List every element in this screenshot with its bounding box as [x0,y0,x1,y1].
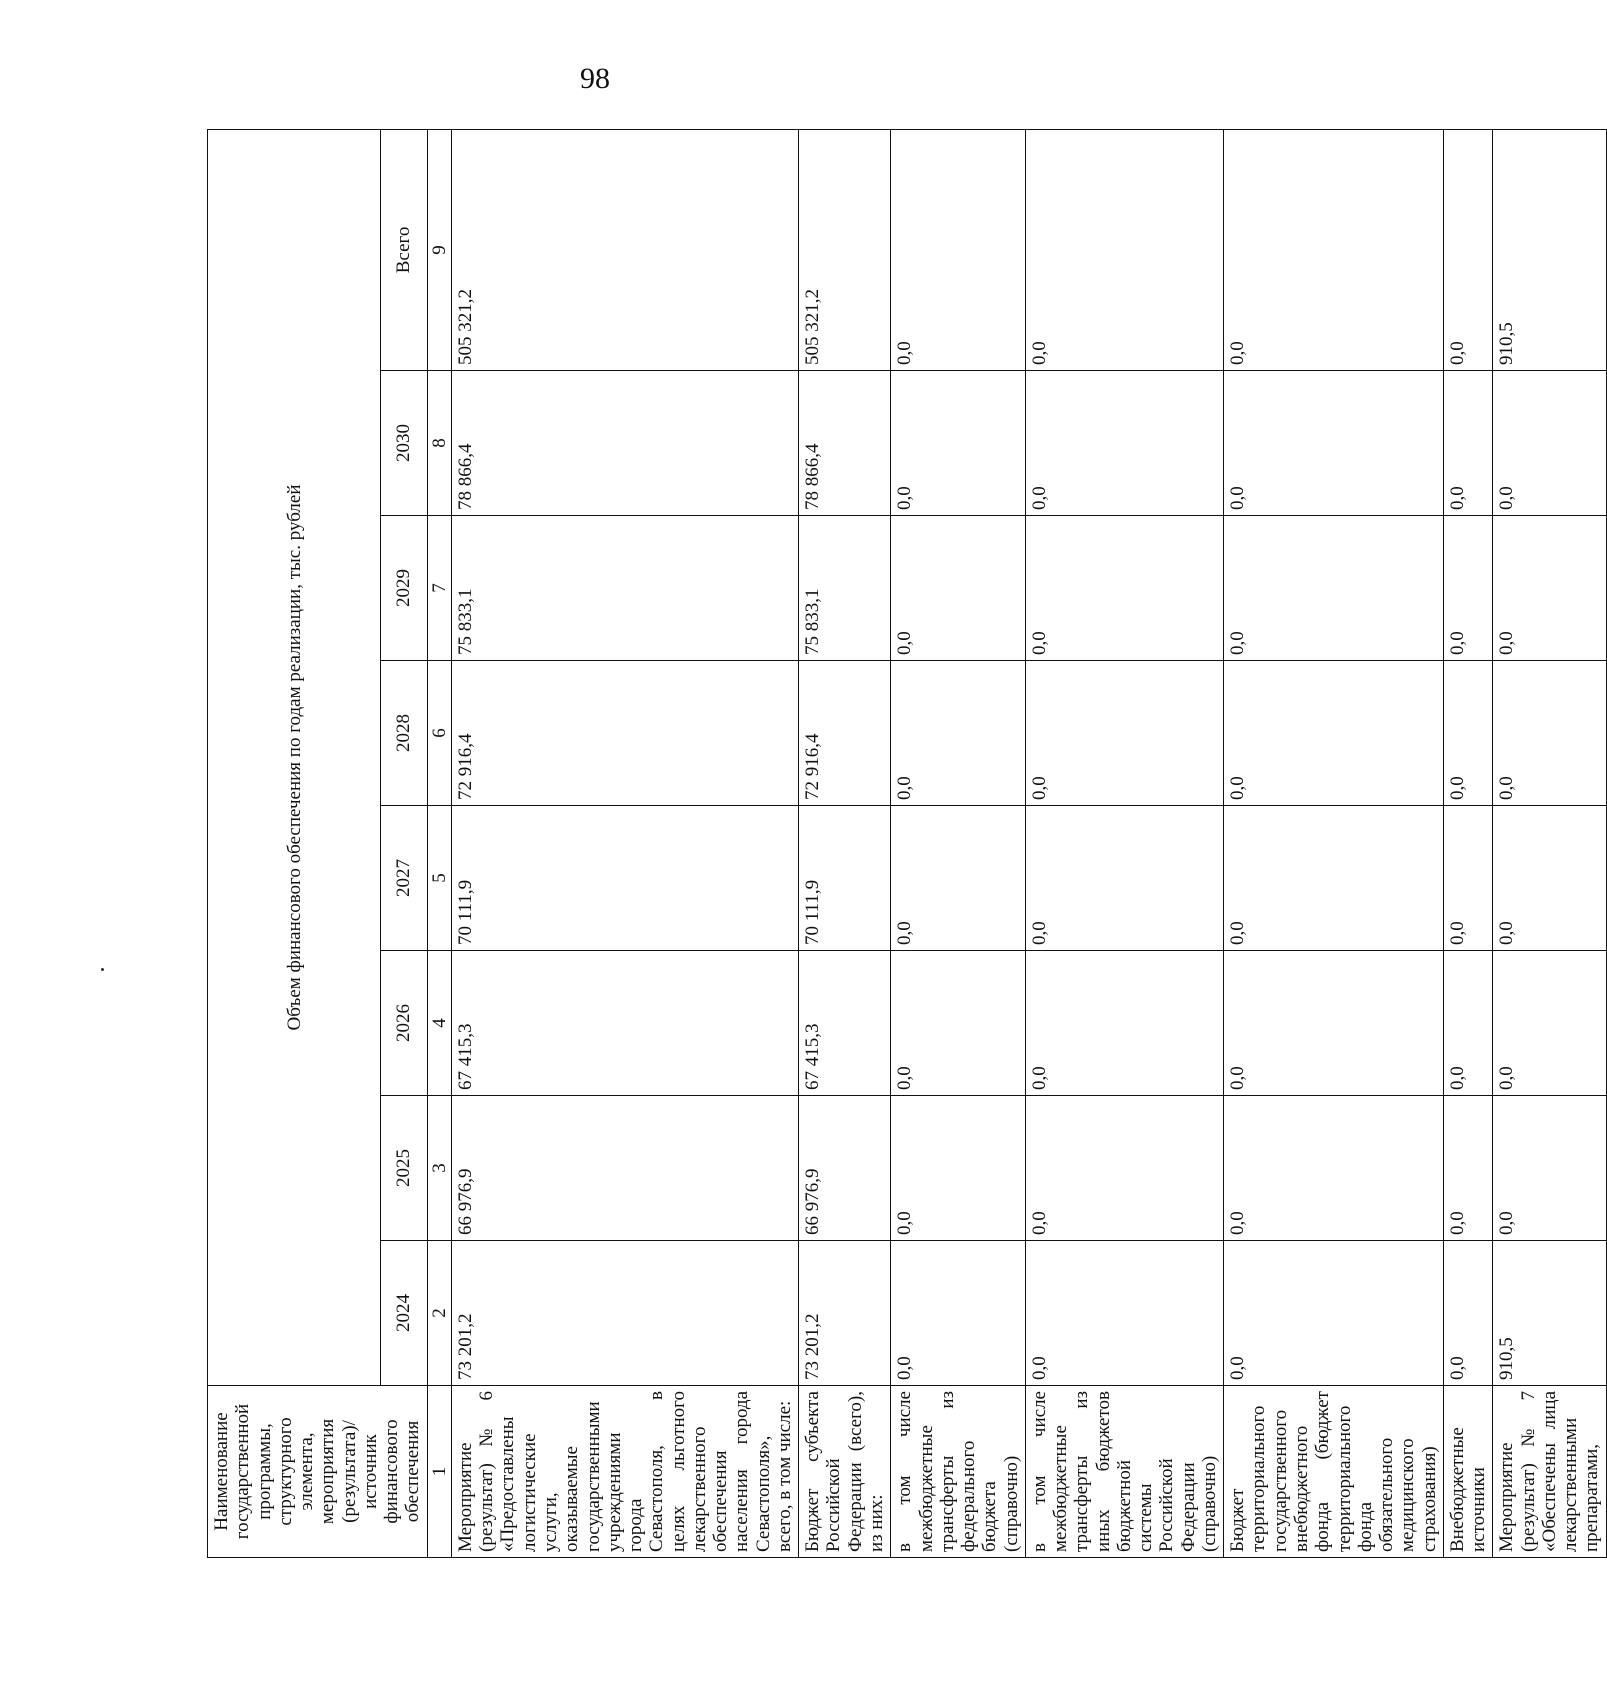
row-value: 70 111,9 [451,806,798,951]
row-value: 0,0 [1443,371,1493,516]
row-value: 75 833,1 [451,516,798,661]
row-value: 505 321,2 [799,129,891,370]
row-value: 0,0 [1025,129,1223,370]
row-value: 0,0 [1443,806,1493,951]
row-value: 72 916,4 [451,661,798,806]
row-value: 0,0 [1443,951,1493,1096]
row-value: 0,0 [1443,1096,1493,1241]
row-value: 0,0 [1025,661,1223,806]
row-value: 0,0 [1443,661,1493,806]
row-value: 0,0 [1224,129,1444,370]
column-number: 3 [427,1096,451,1241]
header-year: 2027 [381,806,427,951]
row-value: 0,0 [1443,1241,1493,1386]
row-value: 72 916,4 [799,661,891,806]
row-value: 910,5 [1493,129,1606,370]
table-row [891,129,1026,1557]
row-name: Мероприятие (результат) № 7 «Обеспечены лица лекарственными препаратами, [1493,1386,1606,1558]
header-year: 2024 [381,1241,427,1386]
row-value: 0,0 [1025,371,1223,516]
table-row [451,129,798,1557]
column-number: 8 [427,371,451,516]
page-number: 98 [580,62,610,95]
row-value: 0,0 [1493,806,1606,951]
column-number: 6 [427,661,451,806]
header-row-volume [208,129,381,1557]
row-name: Мероприятие (результат) № 6 «Предоставлены логистические услуги, оказываемые государственными учреждениями города Севастополя, в целях льготного лекарственного обеспечения населения города Севастополя», всего, в том числе: [451,1386,798,1558]
table-row [1443,129,1493,1557]
header-year: 2025 [381,1096,427,1241]
row-value: 0,0 [1443,516,1493,661]
row-value: 0,0 [1025,806,1223,951]
row-value: 0,0 [1025,1096,1223,1241]
row-value: 0,0 [891,371,1026,516]
row-value: 0,0 [1224,806,1444,951]
row-value: 0,0 [1493,951,1606,1096]
column-number: 7 [427,516,451,661]
row-value: 0,0 [1224,951,1444,1096]
row-name: Бюджет территориального государственного внебюджетного фонда (бюджет территориального фонда обязательного медицинского страхования) [1224,1386,1444,1558]
row-value: 67 415,3 [451,951,798,1096]
row-value: 0,0 [1443,129,1493,370]
row-name: Бюджет субъекта Российской Федерации (всего), из них: [799,1386,891,1558]
row-value: 910,5 [1493,1241,1606,1386]
column-number: 4 [427,951,451,1096]
column-number-row [427,129,451,1557]
row-value: 0,0 [891,951,1026,1096]
row-value: 0,0 [1224,1241,1444,1386]
row-name: в том числе межбюджетные трансферты из иных бюджетов бюджетной системы Российской Федерации (справочно) [1025,1386,1223,1558]
row-value: 75 833,1 [799,516,891,661]
header-year: 2026 [381,951,427,1096]
row-value: 0,0 [1224,516,1444,661]
row-value: 66 976,9 [799,1096,891,1241]
row-value: 0,0 [891,1241,1026,1386]
financing-table [207,129,1607,1558]
table-row [1224,129,1444,1557]
row-value: 78 866,4 [451,371,798,516]
header-year: 2030 [381,371,427,516]
row-value: 0,0 [1224,371,1444,516]
row-value: 0,0 [1224,1096,1444,1241]
row-value: 67 415,3 [799,951,891,1096]
row-value: 0,0 [1493,371,1606,516]
header-volume: Объем финансового обеспечения по годам реализации, тыс. рублей [208,129,381,1385]
row-value: 0,0 [1025,1241,1223,1386]
row-value: 0,0 [1025,516,1223,661]
row-value: 0,0 [1493,1096,1606,1241]
row-value: 0,0 [1025,951,1223,1096]
row-value: 70 111,9 [799,806,891,951]
row-name: Внебюджетные источники [1443,1386,1493,1558]
header-year: 2028 [381,661,427,806]
scan-speck [101,968,104,971]
column-number: 5 [427,806,451,951]
column-number: 9 [427,129,451,370]
table-row [1493,129,1606,1557]
header-name-column: Наименование государственной программы, структурного элемента, мероприятия (результата)/источник финансового обеспечения [208,1386,428,1558]
row-value: 0,0 [891,1096,1026,1241]
header-total: Всего [381,129,427,370]
row-value: 505 321,2 [451,129,798,370]
table-row [1025,129,1223,1557]
row-value: 78 866,4 [799,371,891,516]
table-row [799,129,891,1557]
row-value: 73 201,2 [451,1241,798,1386]
row-value: 0,0 [891,516,1026,661]
row-name: в том числе межбюджетные трансферты из федерального бюджета (справочно) [891,1386,1026,1558]
row-value: 66 976,9 [451,1096,798,1241]
row-value: 0,0 [1493,516,1606,661]
column-number: 2 [427,1241,451,1386]
row-value: 0,0 [891,129,1026,370]
header-row-years [381,129,427,1557]
row-value: 73 201,2 [799,1241,891,1386]
row-value: 0,0 [891,806,1026,951]
column-number: 1 [427,1386,451,1558]
header-year: 2029 [381,516,427,661]
rotated-table-wrapper [207,130,1603,1558]
row-value: 0,0 [1224,661,1444,806]
row-value: 0,0 [891,661,1026,806]
row-value: 0,0 [1493,661,1606,806]
